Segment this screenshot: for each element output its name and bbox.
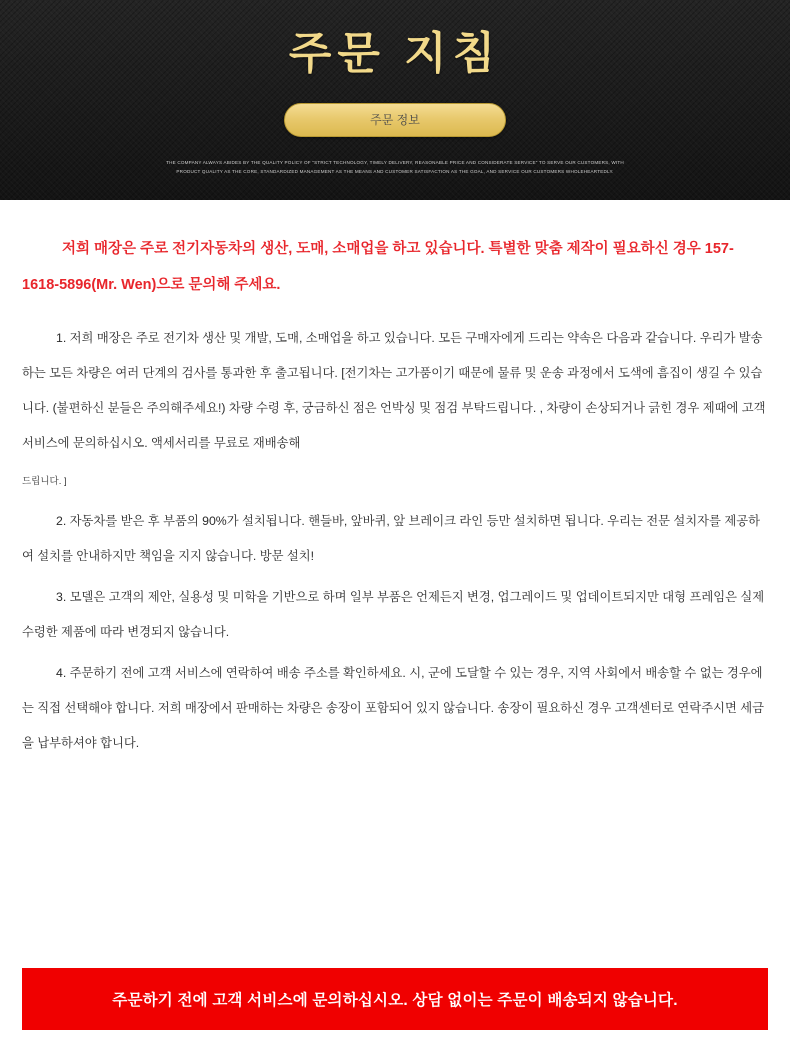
instruction-2-text: 2. 자동차를 받은 후 부품의 90%가 설치됩니다. 핸들바, 앞바퀴, 앞 브레이크 라인 등만 설치하면 됩니다. 우리는 전문 설치자를 제공하여 설치를 안내하지만 책임을 지지 않습니다. 방문 설치! [22, 514, 760, 564]
instruction-3-text: 3. 모델은 고객의 제안, 실용성 및 미학을 기반으로 하며 일부 부품은 언제든지 변경, 업그레이드 및 업데이트되지만 대형 프레임은 실제 수령한 제품에 따라 변경되지 않습니다. [22, 590, 765, 640]
instruction-paragraph-1 [22, 321, 768, 461]
instruction-1-text: 1. 저희 매장은 주로 전기차 생산 및 개발, 도매, 소매업을 하고 있습니다. 모든 구매자에게 드리는 약속은 다음과 같습니다. 우리가 발송하는 모든 차량은 여러 단계의 검사를 통과한 후 출고됩니다. [전기차는 고가품이기 때문에 물류 및 운송 과정에서 도색에 흠집이 생길 수 있습니다. (불편하신 분들은 주의해주세요!) 차량 수령 후, 궁금하신 점은 언박싱 및 점검 부탁드립니다. , 차량이 손상되거나 긁힌 경우 제때에 고객 서비스에 문의하십시오. 액세서리를 무료로 재배송해 [22, 331, 766, 451]
instruction-paragraph-3 [22, 580, 768, 650]
header-banner [0, 0, 790, 200]
main-content [0, 200, 790, 761]
footer-notice-bar [22, 968, 768, 1030]
instruction-paragraph-1-tail [22, 463, 768, 498]
intro-paragraph: 저희 매장은 주로 전기자동차의 생산, 도매, 소매업을 하고 있습니다. 특별한 맞춤 제작이 필요하신 경우 157-1618-5896(Mr. Wen)으로 문의해 주세요. [22, 241, 734, 293]
instruction-paragraph-2 [22, 504, 768, 574]
instruction-1-tail: 드립니다. ] [22, 476, 67, 488]
instruction-paragraph-4 [22, 656, 768, 761]
company-policy-text [145, 159, 645, 176]
order-info-button[interactable]: 주문 정보 [284, 103, 506, 137]
banner-button-wrap [0, 103, 790, 137]
instruction-4-text: 4. 주문하기 전에 고객 서비스에 연락하여 배송 주소를 확인하세요. 시, 군에 도달할 수 있는 경우, 지역 사회에서 배송할 수 없는 경우에는 직접 선택해야 합니다. 저희 매장에서 판매하는 차량은 송장이 포함되어 있지 않습니다. 송장이 필요하신 경우 고객센터로 연락주시면 세금을 납부하셔야 합니다. [22, 666, 765, 751]
page-title: 주문 지침 [288, 29, 502, 78]
footer-notice-text: 주문하기 전에 고객 서비스에 문의하십시오. 상담 없이는 주문이 배송되지 않습니다. [112, 992, 678, 1009]
company-policy-line-2: PRODUCT QUALITY AS THE CORE, STANDARDIZED MANAGEMENT AS THE MEANS AND CUSTOMER SATISFACTION AS THE GOAL, AND SERVICE OUR CUSTOMERS WHOLEHEARTEDLY. [176, 168, 614, 174]
company-policy-line-1: THE COMPANY ALWAYS ABIDES BY THE QUALITY POLICY OF "STRICT TECHNOLOGY, TIMELY DELIVERY, REASONABLE PRICE AND CONSIDERATE SERVICE" TO SERVE OUR CUSTOMERS, WITH [166, 159, 624, 165]
